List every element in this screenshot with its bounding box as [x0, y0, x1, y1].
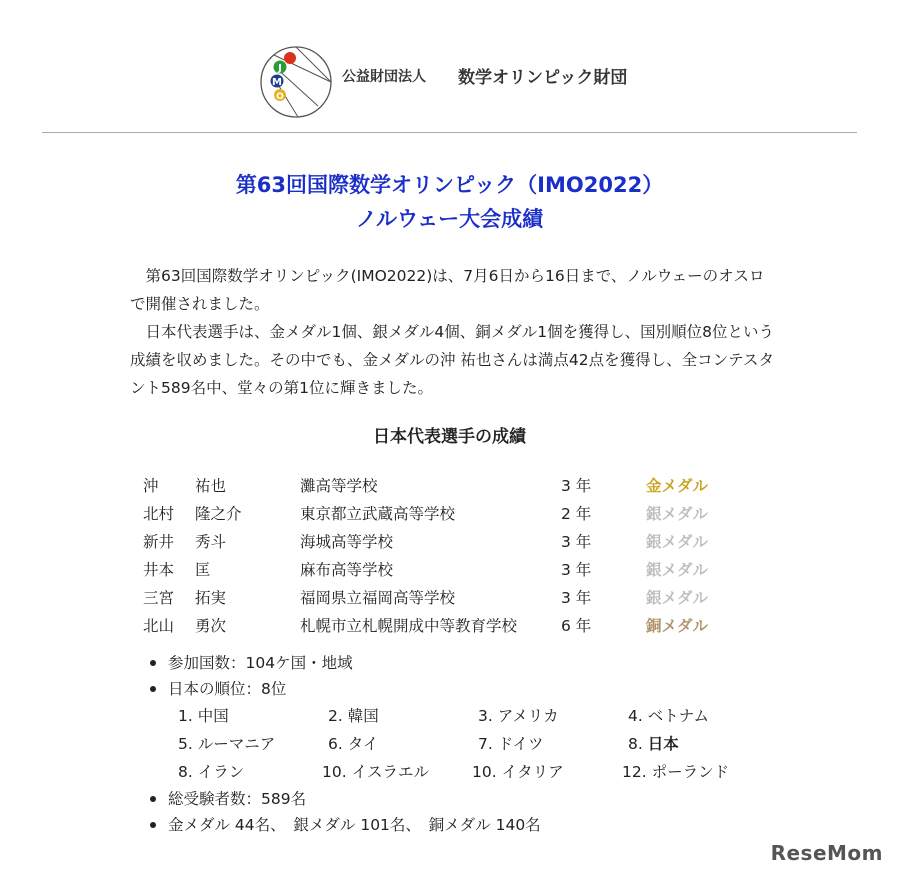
ranking-item [328, 702, 379, 730]
ranking-country: イラン [197, 763, 245, 781]
ranking-item [478, 730, 543, 758]
student-medal: 銀メダル [646, 505, 709, 523]
student-last-name: 井本 [143, 561, 175, 579]
ranking-number: 4. [628, 707, 643, 725]
student-grade: 6 年 [561, 617, 592, 635]
student-school: 灘高等学校 [300, 477, 378, 495]
countries-count: 参加国数：104ケ国・地域 [148, 650, 778, 676]
student-first-name: 秀斗 [195, 533, 227, 551]
student-school: 福岡県立福岡高等学校 [300, 589, 456, 607]
intro-text [130, 262, 775, 402]
ranking-number: 7. [478, 735, 493, 753]
student-grade: 3 年 [561, 589, 592, 607]
student-last-name: 北村 [143, 505, 175, 523]
ranking-number: 8. [628, 735, 643, 753]
student-school: 札幌市立札幌開成中等教育学校 [300, 617, 518, 635]
page-title-line2: ノルウェー大会成績 [355, 207, 544, 231]
intro-paragraph-2: 日本代表選手は、金メダル1個、銀メダル4個、銅メダル1個を獲得し、国別順位8位という成績を収めました。その中でも、金メダルの沖 祐也さんは満点42点を獲得し、全コンテスタント589名中、堂々の第1位に輝きました。 [130, 323, 775, 397]
student-last-name: 新井 [143, 533, 175, 551]
ranking-country: ルーマニア [197, 735, 276, 753]
student-school: 海城高等学校 [300, 533, 394, 551]
examinees-count: 総受験者数：589名 [148, 786, 778, 812]
student-grade: 3 年 [561, 561, 592, 579]
stats-list [148, 650, 778, 838]
ranking-number: 10. [472, 763, 497, 781]
ranking-country: イスラエル [351, 763, 429, 781]
ranking-country: 中国 [197, 707, 229, 725]
svg-text:M: M [272, 77, 282, 88]
ranking-number: 3. [478, 707, 493, 725]
results-section-title: 日本代表選手の成績 [373, 427, 526, 447]
ranking-number: 10. [322, 763, 347, 781]
page-header [0, 40, 899, 120]
ranking-number: 5. [178, 735, 193, 753]
ranking-item [178, 758, 244, 786]
ranking-item [178, 730, 275, 758]
org-name-label: 数学オリンピック財団 [458, 68, 628, 88]
student-medal: 銅メダル [646, 617, 709, 635]
ranking-country: タイ [347, 735, 379, 753]
medal-counts: 金メダル 44名、 銀メダル 101名、 銅メダル 140名 [148, 812, 778, 838]
student-first-name: 隆之介 [195, 505, 242, 523]
student-medal: 銀メダル [646, 533, 709, 551]
ranking-country: アメリカ [497, 707, 559, 725]
ranking-country: 日本 [647, 735, 679, 753]
ranking-item [328, 730, 378, 758]
ranking-number: 8. [178, 763, 193, 781]
student-first-name: 拓実 [195, 589, 227, 607]
ranking-country: ポーランド [651, 763, 730, 781]
watermark-text-2: Mom [827, 841, 883, 865]
student-grade: 3 年 [561, 533, 592, 551]
student-first-name: 勇次 [195, 617, 227, 635]
ranking-item [628, 730, 679, 758]
jmo-logo-icon [258, 44, 334, 120]
header-divider [42, 132, 857, 133]
ranking-number: 1. [178, 707, 193, 725]
ranking-item [478, 702, 559, 730]
page-title-line1: 第63回国際数学オリンピック（IMO2022） [235, 173, 664, 197]
ranking-country: ドイツ [497, 735, 544, 753]
ranking-item [178, 702, 229, 730]
ranking-item [322, 758, 429, 786]
page-title [0, 168, 899, 236]
student-last-name: 沖 [143, 477, 159, 495]
student-last-name: 北山 [143, 617, 175, 635]
ranking-country: 韓国 [347, 707, 379, 725]
ranking-item [628, 702, 709, 730]
org-type-label: 公益財団法人 [342, 69, 426, 85]
student-medal: 銀メダル [646, 561, 709, 579]
watermark-text-1: Rese [770, 841, 828, 865]
ranking-country: イタリア [501, 763, 564, 781]
student-first-name: 匡 [195, 561, 211, 579]
student-grade: 3 年 [561, 477, 592, 495]
resemom-watermark [771, 841, 883, 865]
intro-paragraph-1: 第63回国際数学オリンピック(IMO2022)は、7月6日から16日まで、ノルウェーのオスロで開催されました。 [130, 267, 765, 313]
student-school: 東京都立武蔵高等学校 [300, 505, 456, 523]
ranking-item [472, 758, 564, 786]
ranking-number: 6. [328, 735, 343, 753]
student-medal: 銀メダル [646, 589, 709, 607]
ranking-number: 2. [328, 707, 343, 725]
svg-text:J: J [278, 63, 282, 74]
student-school: 麻布高等学校 [300, 561, 394, 579]
student-grade: 2 年 [561, 505, 592, 523]
japan-rank: 日本の順位：8位 [148, 676, 778, 702]
ranking-number: 12. [622, 763, 647, 781]
ranking-item [622, 758, 729, 786]
student-first-name: 祐也 [195, 477, 227, 495]
student-last-name: 三宮 [143, 589, 175, 607]
student-medal: 金メダル [646, 477, 709, 495]
country-ranking [178, 702, 778, 786]
ranking-country: ベトナム [647, 707, 709, 725]
svg-text:O: O [276, 92, 284, 102]
